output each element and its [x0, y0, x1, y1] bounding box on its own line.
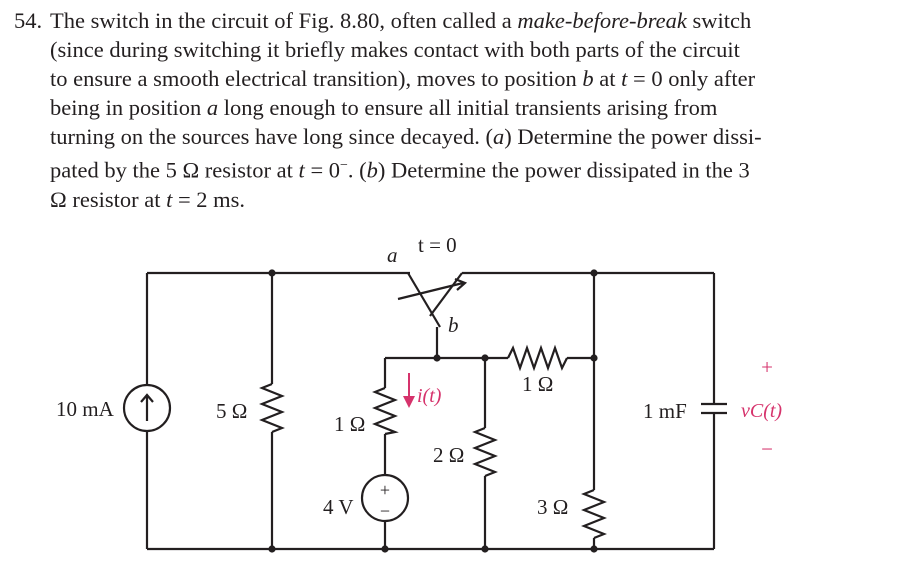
arrow-up-icon — [141, 395, 153, 421]
r5-label: 5 Ω — [216, 399, 248, 423]
vs-plus: + — [379, 480, 391, 500]
problem-text: . ( — [347, 157, 367, 183]
problem-number: 54. — [14, 8, 43, 33]
vc-label — [741, 400, 782, 422]
r1-left-label: 1 Ω — [334, 412, 366, 436]
resistor-5ohm — [262, 384, 282, 432]
problem-text: a — [492, 124, 505, 149]
switch-blade — [408, 273, 440, 327]
problem-text: t — [166, 186, 173, 212]
problem-text: t — [298, 157, 305, 183]
capacitor-plates — [701, 404, 727, 413]
junction-dot — [481, 545, 488, 552]
problem-text: ) Determine the power dissipated in the 3 — [377, 157, 750, 183]
resistor-2ohm — [475, 428, 495, 476]
switch-time-label: t = 0 — [418, 233, 457, 257]
switch-position-b: b — [448, 313, 459, 337]
voltage-source-label: 4 V — [323, 495, 354, 519]
junction-dot — [590, 269, 597, 276]
resistor-3ohm — [584, 490, 604, 538]
capacitor-label: 1 mF — [643, 399, 687, 423]
problem-text: turning on the sources have long since decayed. ( — [50, 124, 493, 149]
switch-position-a: a — [387, 243, 398, 267]
problem-text: − — [340, 158, 348, 173]
problem-text: long enough to ensure all initial transients arising from — [218, 95, 718, 120]
problem-text: = 0 — [304, 157, 341, 183]
junction-dot — [268, 545, 275, 552]
problem-text: pated by the 5 Ω resistor at — [50, 157, 299, 183]
resistor-1ohm-left — [375, 388, 395, 434]
problem-text: = 2 ms. — [172, 186, 246, 212]
current-arrowhead-icon — [403, 396, 415, 408]
junction-dot — [590, 545, 597, 552]
vs-minus: − — [379, 501, 391, 521]
vc-plus: + — [761, 355, 773, 379]
problem-text: to ensure a smooth electrical transition), moves to position — [50, 66, 583, 91]
problem-text: ) Determine the power dissi- — [504, 124, 762, 149]
problem-text: = 0 only after — [627, 66, 756, 91]
current-label: i(t) — [417, 385, 442, 407]
problem-text: a — [206, 95, 219, 120]
junction-dot — [590, 354, 597, 361]
vc-text: vC(t) — [741, 400, 783, 422]
junction-dot — [268, 269, 275, 276]
problem-text: being in position — [50, 95, 207, 120]
problem-text: t — [621, 66, 628, 91]
r3-label: 3 Ω — [537, 495, 569, 519]
problem-text: (since during switching it briefly makes contact with both parts of the circuit — [50, 37, 740, 62]
problem-text: b — [582, 66, 594, 91]
junction-dot — [433, 354, 440, 361]
r1-right-label: 1 Ω — [522, 372, 554, 396]
problem-text: The switch in the circuit of Fig. 8.80, often called a — [50, 8, 518, 33]
junction-dot — [481, 354, 488, 361]
problem-text: Ω resistor at — [50, 186, 167, 212]
problem-text: make-before-break — [517, 8, 687, 33]
resistor-1ohm-right — [508, 348, 567, 368]
vc-minus: − — [761, 437, 773, 461]
r2-label: 2 Ω — [433, 443, 465, 467]
current-source-label: 10 mA — [56, 397, 114, 421]
problem-text: b — [366, 157, 378, 183]
problem-text: switch — [686, 8, 752, 33]
problem-text: at — [593, 66, 622, 91]
junction-dot — [381, 545, 388, 552]
